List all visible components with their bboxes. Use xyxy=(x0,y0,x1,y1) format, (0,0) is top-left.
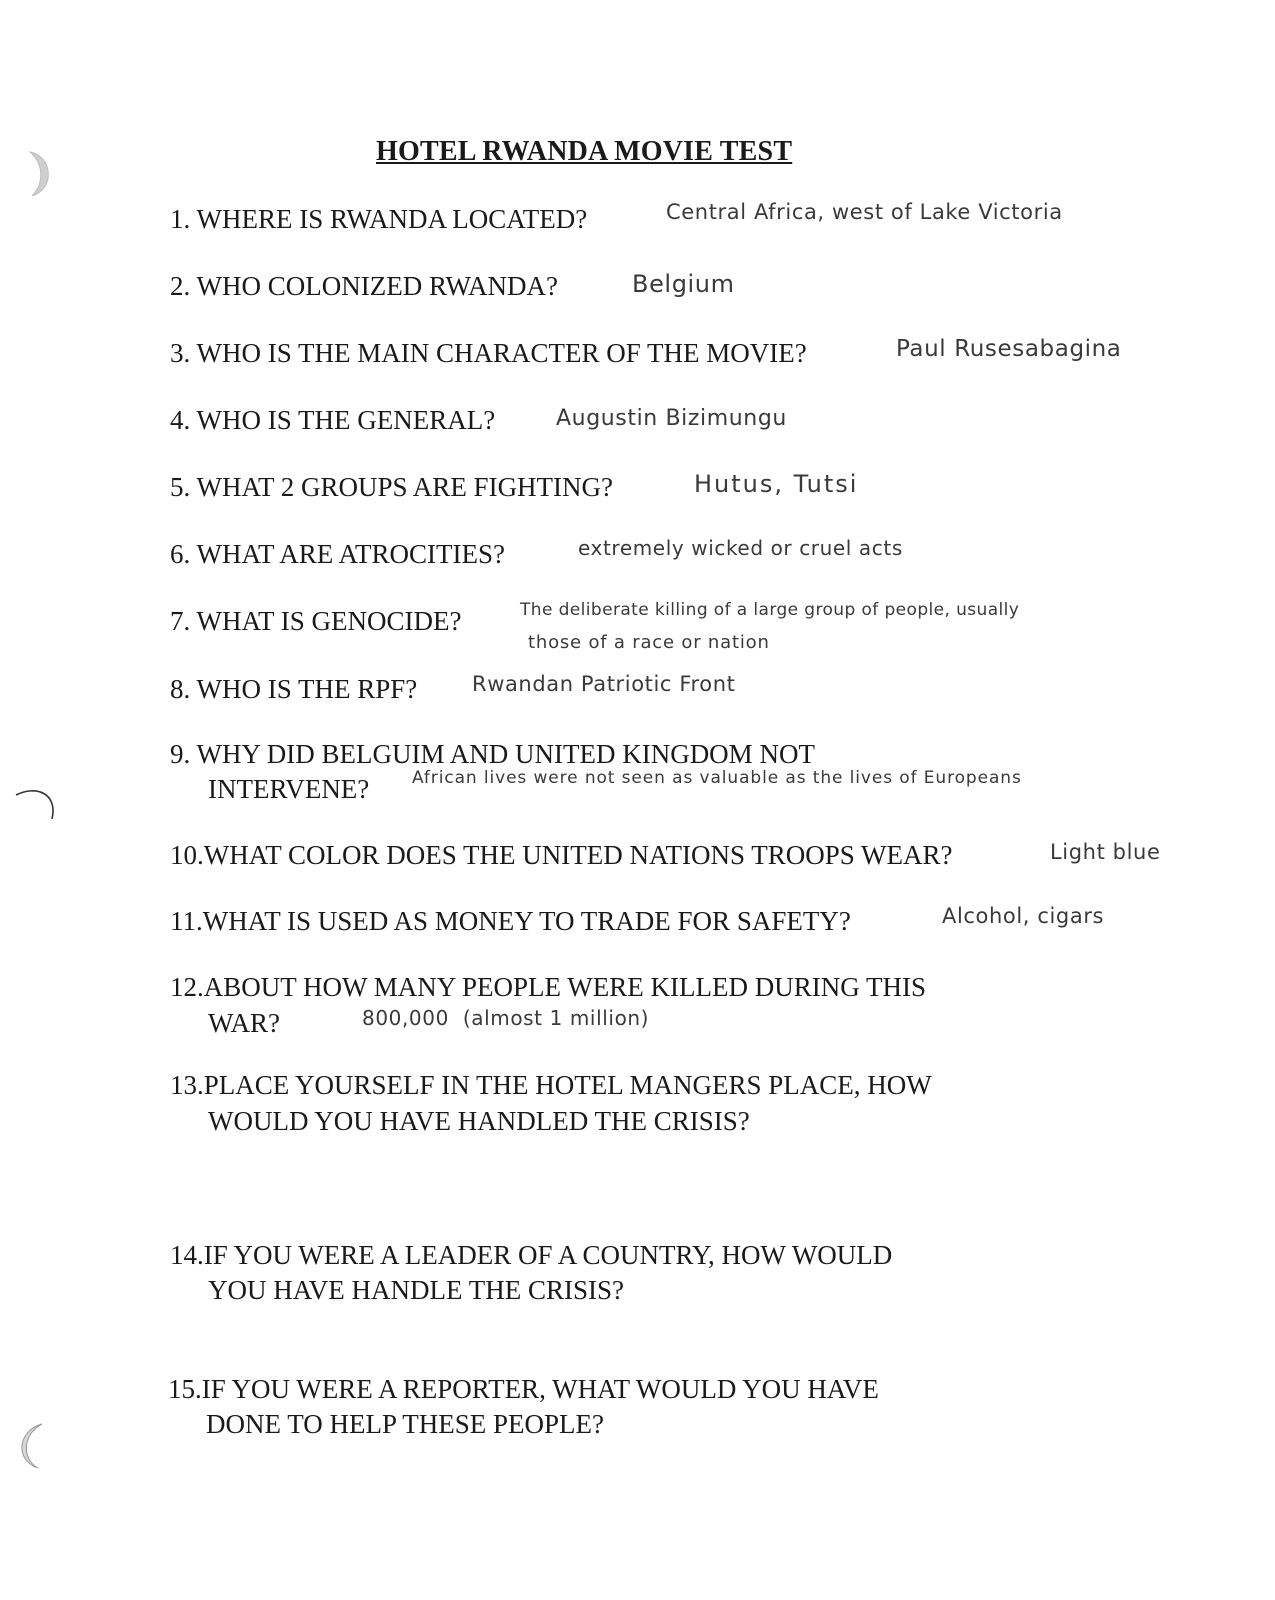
question-14 xyxy=(170,1240,893,1305)
question-6 xyxy=(170,539,505,570)
punch-hole-top xyxy=(22,148,62,200)
question-text: WHO COLONIZED RWANDA? xyxy=(196,271,558,301)
answer-12: 800,000 (almost 1 million) xyxy=(362,1006,650,1030)
question-3 xyxy=(170,338,807,369)
answer-1: Central Africa, west of Lake Victoria xyxy=(666,200,1063,224)
question-8 xyxy=(170,674,417,705)
question-number: 15. xyxy=(168,1374,202,1404)
answer-5: Hutus, Tutsi xyxy=(694,470,859,498)
question-text: WHY DID BELGUIM AND UNITED KINGDOM NOT xyxy=(196,739,815,769)
question-number: 10. xyxy=(170,840,204,870)
question-10 xyxy=(170,840,953,871)
question-5 xyxy=(170,472,613,503)
question-text: WHO IS THE GENERAL? xyxy=(196,405,496,435)
question-text: WHO IS THE MAIN CHARACTER OF THE MOVIE? xyxy=(196,338,807,368)
question-text-line2: WOULD YOU HAVE HANDLED THE CRISIS? xyxy=(208,1106,750,1136)
answer-9: African lives were not seen as valuable as the lives of Europeans xyxy=(412,768,1022,788)
question-text: IF YOU WERE A LEADER OF A COUNTRY, HOW WOULD xyxy=(203,1240,893,1270)
question-text-line2: DONE TO HELP THESE PEOPLE? xyxy=(206,1409,604,1439)
question-text: WHAT COLOR DOES THE UNITED NATIONS TROOPS WEAR? xyxy=(203,840,953,870)
question-text: WHAT ARE ATROCITIES? xyxy=(196,539,506,569)
punch-hole-middle xyxy=(14,785,60,825)
question-text-line2: WAR? xyxy=(208,1008,280,1038)
question-text: ABOUT HOW MANY PEOPLE WERE KILLED DURING THIS xyxy=(203,972,926,1002)
question-text: IF YOU WERE A REPORTER, WHAT WOULD YOU HAVE xyxy=(201,1374,879,1404)
question-number: 9. xyxy=(170,739,191,769)
punch-hole-bottom xyxy=(8,1420,48,1472)
question-2 xyxy=(170,271,558,302)
question-number: 5. xyxy=(170,472,191,502)
question-number: 14. xyxy=(170,1240,204,1270)
question-text: WHERE IS RWANDA LOCATED? xyxy=(196,204,588,234)
question-text: WHAT IS GENOCIDE? xyxy=(196,606,462,636)
question-number: 11. xyxy=(170,906,203,936)
question-number: 4. xyxy=(170,405,191,435)
page-title: HOTEL RWANDA MOVIE TEST xyxy=(376,136,793,167)
question-number: 3. xyxy=(170,338,191,368)
question-number: 6. xyxy=(170,539,191,569)
answer-2: Belgium xyxy=(632,270,735,298)
question-11 xyxy=(170,906,851,937)
question-text: WHAT IS USED AS MONEY TO TRADE FOR SAFETY? xyxy=(202,906,851,936)
answer-10: Light blue xyxy=(1050,840,1161,864)
question-number: 12. xyxy=(170,972,204,1002)
question-13 xyxy=(170,1070,932,1136)
question-1 xyxy=(170,204,587,235)
question-4 xyxy=(170,405,495,436)
question-number: 13. xyxy=(170,1070,204,1100)
answer-11: Alcohol, cigars xyxy=(942,904,1105,928)
question-text: PLACE YOURSELF IN THE HOTEL MANGERS PLACE, HOW xyxy=(203,1070,932,1100)
question-number: 7. xyxy=(170,606,191,636)
question-number: 2. xyxy=(170,271,191,301)
answer-3: Paul Rusesabagina xyxy=(896,336,1122,362)
question-7 xyxy=(170,606,461,637)
question-text-line2: YOU HAVE HANDLE THE CRISIS? xyxy=(208,1275,624,1305)
answer-4: Augustin Bizimungu xyxy=(556,406,787,431)
answer-8: Rwandan Patriotic Front xyxy=(472,672,736,696)
question-text: WHAT 2 GROUPS ARE FIGHTING? xyxy=(196,472,614,502)
question-number: 1. xyxy=(170,204,191,234)
question-text-line2: INTERVENE? xyxy=(208,774,370,804)
question-text: WHO IS THE RPF? xyxy=(196,674,418,704)
answer-7-continued: those of a race or nation xyxy=(528,632,770,653)
answer-7: The deliberate killing of a large group of people, usually xyxy=(520,600,1020,620)
answer-6: extremely wicked or cruel acts xyxy=(578,536,903,560)
question-number: 8. xyxy=(170,674,191,704)
question-15 xyxy=(168,1374,879,1439)
